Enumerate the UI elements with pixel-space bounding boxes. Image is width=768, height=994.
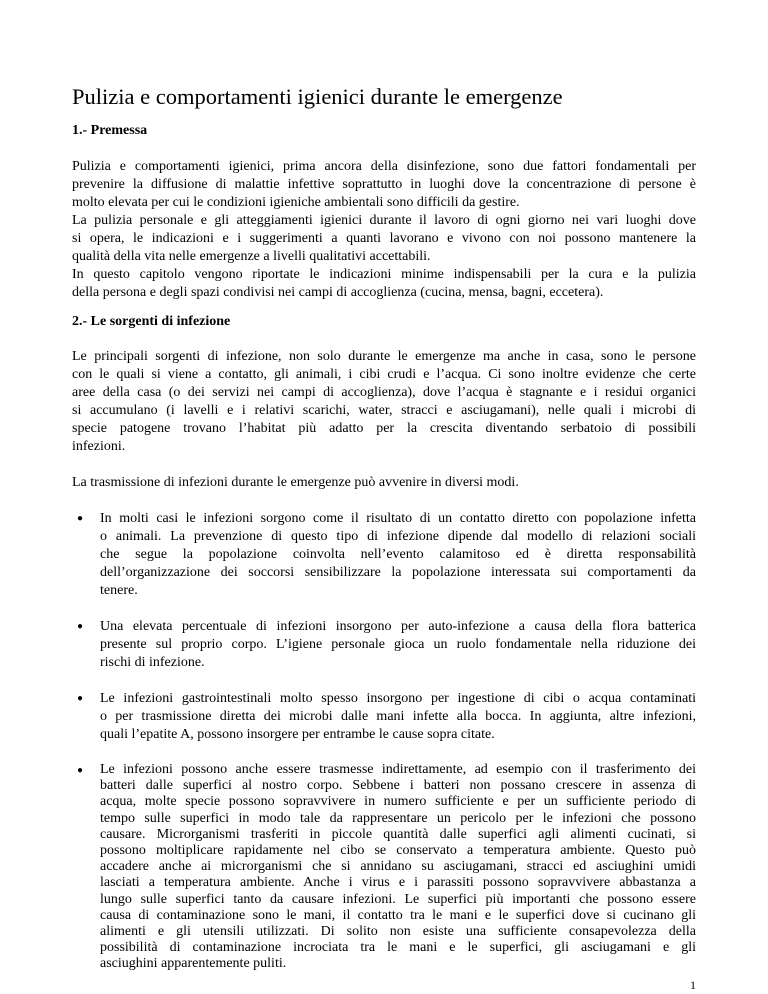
list-item-line: tempo sulle superfici in modo tale da rappresentare un pericolo per le infezioni che possono	[100, 810, 696, 826]
paragraph-line: Le principali sorgenti di infezione, non solo durante le emergenze ma anche in casa, sono le persone	[72, 349, 696, 364]
paragraph-line: specie patogene trovano l’habitat più adatto per la crescita diventando serbatoio di possibili	[72, 421, 696, 436]
paragraph-line: In questo capitolo vengono riportate le indicazioni minime indispensabili per la cura e la pulizia	[72, 267, 696, 282]
paragraph-line: si opera, le indicazioni e i suggerimenti a quanti lavorano e vivono con noi possono mantenere la	[72, 231, 696, 246]
list-item-line: Una elevata percentuale di infezioni insorgono per auto-infezione a causa della flora batterica	[100, 619, 696, 634]
page-number: 1	[690, 978, 696, 992]
list-item-line: Le infezioni possono anche essere trasmesse indirettamente, ad esempio con il trasferimento dei	[100, 762, 696, 777]
list-item-line: acqua, molte specie possono sopravvivere in numero sufficiente e per un sufficiente periodo di	[100, 794, 696, 810]
list-item-line: tenere.	[100, 583, 138, 598]
list-item-line: In molti casi le infezioni sorgono come il risultato di un contatto diretto con popolazione infetta	[100, 511, 696, 526]
list-item-line: accadere anche ai microrganismi che si annidano su asciugamani, stracci ed asciughini umidi	[100, 859, 696, 875]
transmission-intro: La trasmissione di infezioni durante le emergenze può avvenire in diversi modi.	[72, 475, 519, 490]
bullet-icon: ●	[77, 765, 84, 776]
paragraph-line: della persona e degli spazi condivisi nei campi di accoglienza (cucina, mensa, bagni, eccetera).	[72, 285, 604, 300]
list-item-line: quali l’epatite A, possono insorgere per entrambe le cause sopra citate.	[100, 727, 495, 742]
list-item-line: lungo sulle superfici tanto da causare infezioni. Le superfici più importanti che possono essere	[100, 891, 696, 907]
section-heading-premessa: 1.- Premessa	[72, 123, 148, 138]
paragraph-line: aree della casa (o dei servizi nei campi di accoglienza), dove l’acqua è stagnante e i residui organici	[72, 385, 696, 400]
list-item-line: possibilità di contaminazione incrociata tra le mani e le superfici, gli asciugamani e gli	[100, 940, 696, 956]
list-item-line: possono moltiplicare rapidamente nel cibo se conservato a temperatura ambiente. Questo può	[100, 843, 696, 858]
list-item-line: causare. Microrganismi trasferiti in piccole quantità dalle superfici agli alimenti cucinati, si	[100, 826, 696, 842]
paragraph-line: qualità della vita nelle emergenze a livelli qualitativi accettabili.	[72, 249, 431, 264]
paragraph-line: con le quali si viene a contatto, gli animali, i cibi crudi e l’acqua. Ci sono inoltre evidenze che certe	[72, 367, 696, 382]
list-item-line: Le infezioni gastrointestinali molto spesso insorgono per ingestione di cibi o acqua contaminati	[100, 691, 696, 706]
paragraph-line: si accumulano (i lavelli e i relativi scarichi, water, stracci e asciugamani), nelle quali i microbi di	[72, 403, 696, 418]
list-item-line: presente sul proprio corpo. L’igiene personale gioca un ruolo fondamentale nella riduzione dei	[100, 637, 696, 652]
list-item-line: asciughini apparentemente puliti.	[100, 956, 287, 972]
bullet-icon: ●	[77, 513, 84, 524]
list-item-line: alimenti e gli utensili utilizzati. Di solito non esiste una sufficiente consapevolezza della	[100, 924, 696, 939]
list-item-line: rischi di infezione.	[100, 655, 205, 670]
paragraph-line: infezioni.	[72, 439, 126, 454]
list-item-line: batteri dalle superfici al nostro corpo. Sebbene i batteri non possano crescere in assenza di	[100, 778, 696, 794]
bullet-icon: ●	[77, 621, 84, 632]
page-title: Pulizia e comportamenti igienici durante le emergenze	[72, 84, 563, 109]
paragraph-line: molto elevata per cui le condizioni igieniche ambientali sono difficili da gestire.	[72, 195, 520, 210]
bullet-icon: ●	[77, 693, 84, 704]
list-item-line: causa di contaminazione sono le mani, il contatto tra le mani e le superfici dove si cucinano gli	[100, 907, 696, 923]
list-item-line: o per trasmissione diretta dei microbi dalle mani infette alla bocca. In aggiunta, altre infezioni,	[100, 709, 696, 724]
section-heading-sorgenti: 2.- Le sorgenti di infezione	[72, 314, 231, 329]
paragraph-line: prevenire la diffusione di malattie infettive soprattutto in luoghi dove la concentrazione di persone è	[72, 177, 696, 192]
list-item-line: o animali. La prevenzione di questo tipo di infezione dipende dal modello di relazioni sociali	[100, 529, 696, 544]
list-item-line: che segue la popolazione coinvolta nell’evento calamitoso ed è diretta responsabilità	[100, 547, 696, 562]
list-item-line: dell’organizzazione dei soccorsi sensibilizzare la popolazione interessata sui comportamenti da	[100, 565, 696, 580]
paragraph-line: Pulizia e comportamenti igienici, prima ancora della disinfezione, sono due fattori fondamentali per	[72, 159, 696, 174]
paragraph-line: La pulizia personale e gli atteggiamenti igienici durante il lavoro di ogni giorno nei vari luoghi dove	[72, 213, 696, 228]
list-item-line: lasciati a temperatura ambiente. Anche i virus e i parassiti possono sopravvivere abbastanza a	[100, 875, 696, 891]
